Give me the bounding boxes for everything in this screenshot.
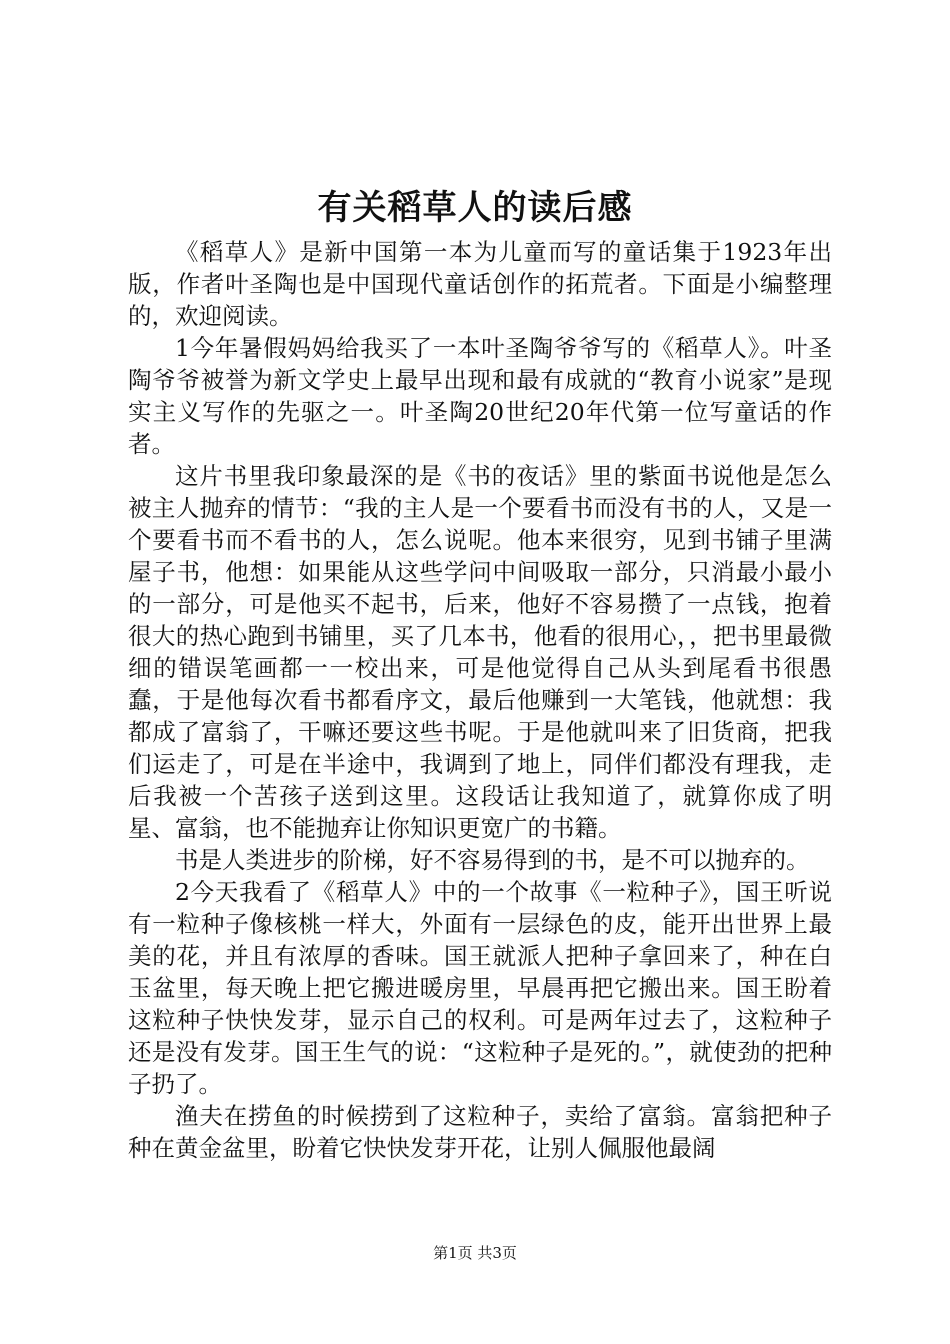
paragraph-4: 2今天我看了《稻草人》中的一个故事《一粒种子》，国王听说有一粒种子像核桃一样大，外面有一层绿色的皮，能开出世界上最美的花，并且有浓厚的香味。国王就派人把种子拿回来了，种在白玉盆里，每天晚上把它搬进暖房里，早晨再把它搬出来。国王盼着这粒种子快快发芽，显示自己的权利。可是两年过去了，这粒种子还是没有发芽。国王生气的说：“这粒种子是死的。”，就使劲的把种子扔了。	[128, 878, 832, 1098]
paragraph-3: 书是人类进步的阶梯，好不容易得到的书，是不可以抛弃的。	[175, 846, 810, 874]
document-body	[128, 236, 832, 1164]
paragraph-1: 1今年暑假妈妈给我买了一本叶圣陶爷爷写的《稻草人》。叶圣陶爷爷被誉为新文学史上最早出现和最有成就的“教育小说家”是现实主义写作的先驱之一。叶圣陶20世纪20年代第一位写童话的作者。	[128, 334, 832, 458]
paragraph-2: 这片书里我印象最深的是《书的夜话》里的紫面书说他是怎么被主人抛弃的情节：“我的主人是一个要看书而没有书的人，又是一个要看书而不看书的人，怎么说呢。他本来很穷，见到书铺子里满屋子书，他想：如果能从这些学问中间吸取一部分，只消最小最小的一部分，可是他买不起书，后来，他好不容易攒了一点钱，抱着很大的热心跑到书铺里，买了几本书，他看的很用心，，把书里最微细的错误笔画都一一校出来，可是他觉得自己从头到尾看书很愚蠢，于是他每次看书都看序文，最后他赚到一大笔钱，他就想：我都成了富翁了，干嘛还要这些书呢。于是他就叫来了旧货商，把我们运走了，可是在半途中，我调到了地上，同伴们都没有理我，走后我被一个苦孩子送到这里。这段话让我知道了，就算你成了明星、富翁，也不能抛弃让你知识更宽广的书籍。	[128, 462, 832, 842]
paragraph-intro: 《稻草人》是新中国第一本为儿童而写的童话集于1923年出版，作者叶圣陶也是中国现代童话创作的拓荒者。下面是小编整理的，欢迎阅读。	[128, 238, 832, 330]
page-number-footer: 第1页 共3页	[433, 1244, 517, 1262]
document-title: 有关稻草人的读后感	[317, 188, 633, 228]
paragraph-5: 渔夫在捞鱼的时候捞到了这粒种子，卖给了富翁。富翁把种子种在黄金盆里，盼着它快快发芽开花，让别人佩服他最阔	[128, 1102, 832, 1162]
